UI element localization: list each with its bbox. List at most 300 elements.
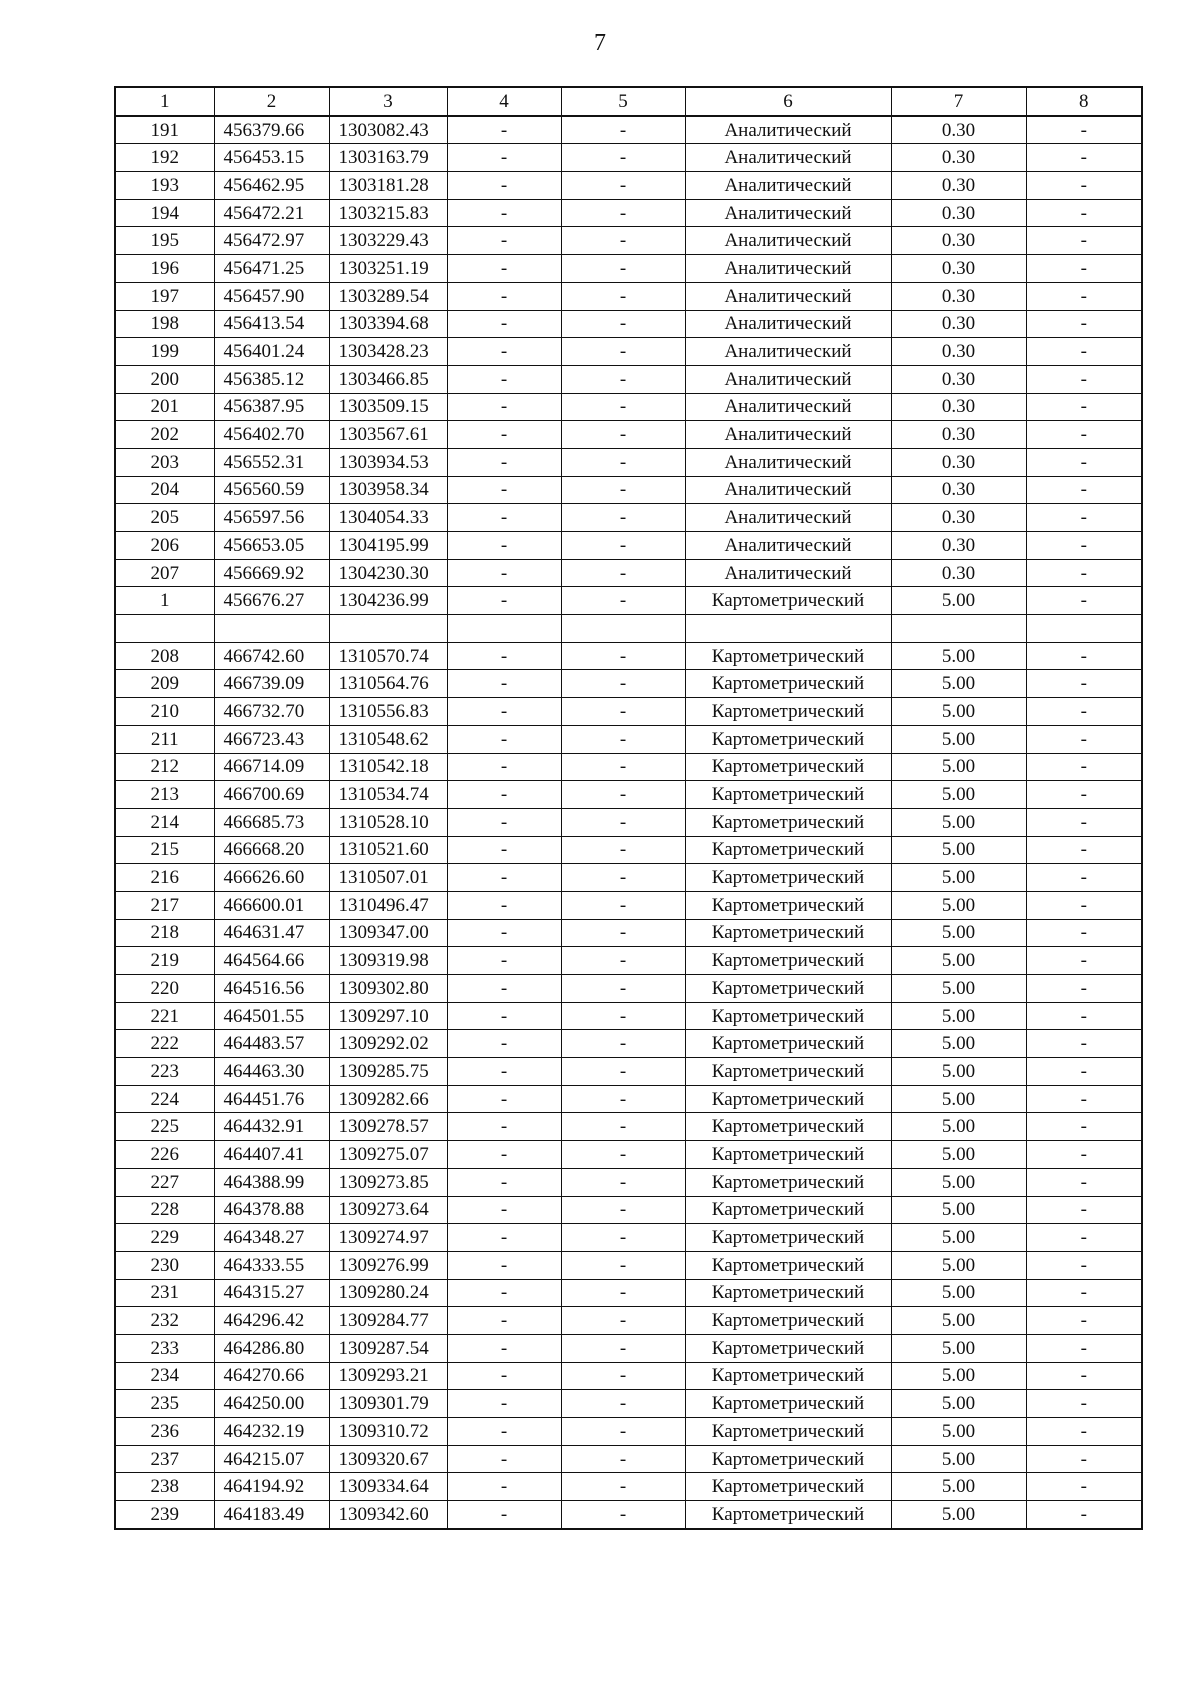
column-4-cell: - <box>447 1473 561 1501</box>
y-coordinate-cell: 1303934.53 <box>329 448 447 476</box>
column-8-cell: - <box>1026 559 1142 587</box>
accuracy-cell: 0.30 <box>891 338 1026 366</box>
column-8-cell: - <box>1026 670 1142 698</box>
column-5-cell: - <box>561 365 685 393</box>
column-4-cell: - <box>447 753 561 781</box>
table-row <box>115 1279 1142 1307</box>
method-cell: Картометрический <box>685 1279 891 1307</box>
column-8-cell <box>1026 615 1142 643</box>
column-4-cell: - <box>447 172 561 200</box>
accuracy-cell <box>891 615 1026 643</box>
x-coordinate-cell: 456453.15 <box>214 144 329 172</box>
y-coordinate-cell: 1310521.60 <box>329 836 447 864</box>
column-header: 8 <box>1026 87 1142 116</box>
accuracy-cell: 5.00 <box>891 919 1026 947</box>
accuracy-cell: 5.00 <box>891 781 1026 809</box>
column-5-cell: - <box>561 172 685 200</box>
x-coordinate-cell: 464501.55 <box>214 1002 329 1030</box>
point-number-cell: 230 <box>115 1251 214 1279</box>
column-5-cell: - <box>561 1501 685 1529</box>
column-5-cell: - <box>561 199 685 227</box>
point-number-cell: 196 <box>115 255 214 283</box>
column-5-cell: - <box>561 1002 685 1030</box>
method-cell: Картометрический <box>685 1445 891 1473</box>
table-row <box>115 1030 1142 1058</box>
column-4-cell: - <box>447 808 561 836</box>
accuracy-cell: 5.00 <box>891 1085 1026 1113</box>
y-coordinate-cell: 1310542.18 <box>329 753 447 781</box>
y-coordinate-cell: 1309334.64 <box>329 1473 447 1501</box>
accuracy-cell: 5.00 <box>891 891 1026 919</box>
table-row <box>115 1501 1142 1529</box>
column-5-cell: - <box>561 1307 685 1335</box>
column-8-cell: - <box>1026 1030 1142 1058</box>
method-cell: Картометрический <box>685 1030 891 1058</box>
point-number-cell: 217 <box>115 891 214 919</box>
point-number-cell: 211 <box>115 725 214 753</box>
column-4-cell: - <box>447 864 561 892</box>
column-8-cell: - <box>1026 1307 1142 1335</box>
method-cell: Аналитический <box>685 116 891 144</box>
method-cell: Картометрический <box>685 891 891 919</box>
column-header: 6 <box>685 87 891 116</box>
column-header: 2 <box>214 87 329 116</box>
column-8-cell: - <box>1026 1390 1142 1418</box>
column-5-cell: - <box>561 476 685 504</box>
y-coordinate-cell: 1309273.85 <box>329 1168 447 1196</box>
column-8-cell: - <box>1026 975 1142 1003</box>
column-8-cell: - <box>1026 421 1142 449</box>
point-number-cell: 237 <box>115 1445 214 1473</box>
y-coordinate-cell: 1303466.85 <box>329 365 447 393</box>
x-coordinate-cell: 456597.56 <box>214 504 329 532</box>
column-5-cell: - <box>561 1085 685 1113</box>
accuracy-cell: 0.30 <box>891 282 1026 310</box>
x-coordinate-cell: 466626.60 <box>214 864 329 892</box>
accuracy-cell: 5.00 <box>891 1501 1026 1529</box>
point-number-cell: 198 <box>115 310 214 338</box>
method-cell: Картометрический <box>685 975 891 1003</box>
column-4-cell: - <box>447 227 561 255</box>
column-8-cell: - <box>1026 1002 1142 1030</box>
method-cell: Аналитический <box>685 532 891 560</box>
point-number-cell: 197 <box>115 282 214 310</box>
point-number-cell: 224 <box>115 1085 214 1113</box>
x-coordinate-cell: 464250.00 <box>214 1390 329 1418</box>
x-coordinate-cell: 466723.43 <box>214 725 329 753</box>
y-coordinate-cell: 1309292.02 <box>329 1030 447 1058</box>
table-row <box>115 919 1142 947</box>
column-4-cell: - <box>447 836 561 864</box>
column-5-cell: - <box>561 808 685 836</box>
point-number-cell: 233 <box>115 1334 214 1362</box>
column-8-cell: - <box>1026 1334 1142 1362</box>
y-coordinate-cell: 1310496.47 <box>329 891 447 919</box>
point-number-cell: 215 <box>115 836 214 864</box>
column-4-cell <box>447 615 561 643</box>
column-4-cell: - <box>447 1224 561 1252</box>
accuracy-cell: 0.30 <box>891 144 1026 172</box>
method-cell: Аналитический <box>685 338 891 366</box>
x-coordinate-cell: 456413.54 <box>214 310 329 338</box>
y-coordinate-cell: 1309301.79 <box>329 1390 447 1418</box>
column-8-cell: - <box>1026 1251 1142 1279</box>
column-8-cell: - <box>1026 1501 1142 1529</box>
accuracy-cell: 5.00 <box>891 1362 1026 1390</box>
x-coordinate-cell: 464451.76 <box>214 1085 329 1113</box>
point-number-cell: 232 <box>115 1307 214 1335</box>
column-8-cell: - <box>1026 1224 1142 1252</box>
x-coordinate-cell: 464333.55 <box>214 1251 329 1279</box>
column-5-cell: - <box>561 836 685 864</box>
column-4-cell: - <box>447 1168 561 1196</box>
column-8-cell: - <box>1026 1362 1142 1390</box>
table-row <box>115 947 1142 975</box>
accuracy-cell: 5.00 <box>891 1445 1026 1473</box>
method-cell: Картометрический <box>685 781 891 809</box>
table-row <box>115 144 1142 172</box>
accuracy-cell: 0.30 <box>891 532 1026 560</box>
point-number-cell: 226 <box>115 1141 214 1169</box>
point-number-cell: 239 <box>115 1501 214 1529</box>
column-4-cell: - <box>447 338 561 366</box>
y-coordinate-cell: 1304230.30 <box>329 559 447 587</box>
table-row <box>115 1473 1142 1501</box>
column-4-cell: - <box>447 1279 561 1307</box>
y-coordinate-cell: 1310564.76 <box>329 670 447 698</box>
accuracy-cell: 5.00 <box>891 1473 1026 1501</box>
point-number-cell: 222 <box>115 1030 214 1058</box>
column-header: 5 <box>561 87 685 116</box>
column-header: 4 <box>447 87 561 116</box>
table-row <box>115 1307 1142 1335</box>
table-row <box>115 1058 1142 1086</box>
column-8-cell: - <box>1026 1058 1142 1086</box>
accuracy-cell: 5.00 <box>891 1113 1026 1141</box>
point-number-cell: 221 <box>115 1002 214 1030</box>
column-4-cell: - <box>447 310 561 338</box>
column-4-cell: - <box>447 144 561 172</box>
accuracy-cell: 5.00 <box>891 975 1026 1003</box>
point-number-cell: 204 <box>115 476 214 504</box>
method-cell: Картометрический <box>685 1362 891 1390</box>
column-4-cell: - <box>447 670 561 698</box>
x-coordinate-cell: 464378.88 <box>214 1196 329 1224</box>
accuracy-cell: 5.00 <box>891 1418 1026 1446</box>
method-cell: Картометрический <box>685 1390 891 1418</box>
method-cell: Картометрический <box>685 1473 891 1501</box>
column-5-cell: - <box>561 1334 685 1362</box>
y-coordinate-cell: 1309273.64 <box>329 1196 447 1224</box>
column-4-cell: - <box>447 282 561 310</box>
x-coordinate-cell: 456385.12 <box>214 365 329 393</box>
method-cell: Аналитический <box>685 255 891 283</box>
point-number-cell: 216 <box>115 864 214 892</box>
column-4-cell: - <box>447 393 561 421</box>
column-4-cell: - <box>447 448 561 476</box>
column-4-cell: - <box>447 919 561 947</box>
method-cell: Картометрический <box>685 1196 891 1224</box>
method-cell: Картометрический <box>685 1334 891 1362</box>
column-4-cell: - <box>447 504 561 532</box>
column-8-cell: - <box>1026 476 1142 504</box>
table-row <box>115 559 1142 587</box>
x-coordinate-cell: 464296.42 <box>214 1307 329 1335</box>
column-4-cell: - <box>447 199 561 227</box>
x-coordinate-cell: 464483.57 <box>214 1030 329 1058</box>
y-coordinate-cell: 1303251.19 <box>329 255 447 283</box>
method-cell: Картометрический <box>685 698 891 726</box>
column-5-cell: - <box>561 891 685 919</box>
method-cell: Аналитический <box>685 393 891 421</box>
accuracy-cell: 0.30 <box>891 116 1026 144</box>
accuracy-cell: 5.00 <box>891 587 1026 615</box>
x-coordinate-cell: 464270.66 <box>214 1362 329 1390</box>
table-row <box>115 1418 1142 1446</box>
table-row <box>115 808 1142 836</box>
column-5-cell: - <box>561 1141 685 1169</box>
table-row <box>115 476 1142 504</box>
x-coordinate-cell: 456560.59 <box>214 476 329 504</box>
point-number-cell: 212 <box>115 753 214 781</box>
column-8-cell: - <box>1026 310 1142 338</box>
column-header: 3 <box>329 87 447 116</box>
method-cell: Картометрический <box>685 947 891 975</box>
point-number-cell: 236 <box>115 1418 214 1446</box>
y-coordinate-cell: 1303082.43 <box>329 116 447 144</box>
column-5-cell <box>561 615 685 643</box>
accuracy-cell: 0.30 <box>891 255 1026 283</box>
x-coordinate-cell: 456379.66 <box>214 116 329 144</box>
table-row <box>115 255 1142 283</box>
accuracy-cell: 5.00 <box>891 808 1026 836</box>
method-cell: Картометрический <box>685 919 891 947</box>
x-coordinate-cell: 464348.27 <box>214 1224 329 1252</box>
method-cell: Аналитический <box>685 282 891 310</box>
table-row <box>115 532 1142 560</box>
table-row <box>115 587 1142 615</box>
column-5-cell: - <box>561 393 685 421</box>
column-8-cell: - <box>1026 808 1142 836</box>
point-number-cell: 195 <box>115 227 214 255</box>
column-8-cell: - <box>1026 698 1142 726</box>
x-coordinate-cell: 464215.07 <box>214 1445 329 1473</box>
column-4-cell: - <box>447 1362 561 1390</box>
table-row <box>115 615 1142 643</box>
column-4-cell: - <box>447 1445 561 1473</box>
column-5-cell: - <box>561 753 685 781</box>
x-coordinate-cell: 464183.49 <box>214 1501 329 1529</box>
accuracy-cell: 5.00 <box>891 1251 1026 1279</box>
table-row <box>115 836 1142 864</box>
column-4-cell: - <box>447 1501 561 1529</box>
column-5-cell: - <box>561 421 685 449</box>
table-row <box>115 698 1142 726</box>
accuracy-cell: 5.00 <box>891 642 1026 670</box>
method-cell: Картометрический <box>685 670 891 698</box>
y-coordinate-cell: 1310534.74 <box>329 781 447 809</box>
column-5-cell: - <box>561 781 685 809</box>
x-coordinate-cell: 464432.91 <box>214 1113 329 1141</box>
table-body <box>115 87 1142 1529</box>
method-cell: Аналитический <box>685 365 891 393</box>
table-row <box>115 393 1142 421</box>
column-4-cell: - <box>447 532 561 560</box>
method-cell: Картометрический <box>685 808 891 836</box>
method-cell: Картометрический <box>685 1251 891 1279</box>
method-cell: Картометрический <box>685 642 891 670</box>
method-cell: Картометрический <box>685 1501 891 1529</box>
x-coordinate-cell <box>214 615 329 643</box>
accuracy-cell: 0.30 <box>891 172 1026 200</box>
accuracy-cell: 5.00 <box>891 1279 1026 1307</box>
y-coordinate-cell: 1309282.66 <box>329 1085 447 1113</box>
x-coordinate-cell: 464194.92 <box>214 1473 329 1501</box>
accuracy-cell: 5.00 <box>891 1307 1026 1335</box>
point-number-cell: 214 <box>115 808 214 836</box>
column-4-cell: - <box>447 1307 561 1335</box>
column-5-cell: - <box>561 698 685 726</box>
y-coordinate-cell: 1309302.80 <box>329 975 447 1003</box>
x-coordinate-cell: 466742.60 <box>214 642 329 670</box>
column-4-cell: - <box>447 698 561 726</box>
y-coordinate-cell: 1304195.99 <box>329 532 447 560</box>
point-number-cell: 192 <box>115 144 214 172</box>
column-5-cell: - <box>561 670 685 698</box>
column-5-cell: - <box>561 1224 685 1252</box>
x-coordinate-cell: 456669.92 <box>214 559 329 587</box>
table-row <box>115 1362 1142 1390</box>
method-cell: Аналитический <box>685 227 891 255</box>
accuracy-cell: 5.00 <box>891 1030 1026 1058</box>
table-row <box>115 282 1142 310</box>
table-row <box>115 421 1142 449</box>
point-number-cell: 220 <box>115 975 214 1003</box>
accuracy-cell: 0.30 <box>891 559 1026 587</box>
table-row <box>115 1251 1142 1279</box>
x-coordinate-cell: 456402.70 <box>214 421 329 449</box>
y-coordinate-cell: 1309310.72 <box>329 1418 447 1446</box>
y-coordinate-cell: 1309280.24 <box>329 1279 447 1307</box>
x-coordinate-cell: 466700.69 <box>214 781 329 809</box>
column-header: 1 <box>115 87 214 116</box>
column-8-cell: - <box>1026 1445 1142 1473</box>
method-cell: Аналитический <box>685 559 891 587</box>
y-coordinate-cell: 1303289.54 <box>329 282 447 310</box>
y-coordinate-cell: 1303567.61 <box>329 421 447 449</box>
column-4-cell: - <box>447 421 561 449</box>
y-coordinate-cell: 1303958.34 <box>329 476 447 504</box>
x-coordinate-cell: 466739.09 <box>214 670 329 698</box>
method-cell: Картометрический <box>685 753 891 781</box>
column-8-cell: - <box>1026 642 1142 670</box>
method-cell: Аналитический <box>685 421 891 449</box>
point-number-cell: 229 <box>115 1224 214 1252</box>
y-coordinate-cell: 1309275.07 <box>329 1141 447 1169</box>
method-cell: Картометрический <box>685 1307 891 1335</box>
column-8-cell: - <box>1026 1113 1142 1141</box>
y-coordinate-cell <box>329 615 447 643</box>
method-cell: Аналитический <box>685 448 891 476</box>
method-cell: Аналитический <box>685 199 891 227</box>
method-cell: Картометрический <box>685 587 891 615</box>
column-4-cell: - <box>447 891 561 919</box>
column-5-cell: - <box>561 532 685 560</box>
table-row <box>115 448 1142 476</box>
point-number-cell: 209 <box>115 670 214 698</box>
column-8-cell: - <box>1026 1141 1142 1169</box>
column-4-cell: - <box>447 1334 561 1362</box>
accuracy-cell: 5.00 <box>891 836 1026 864</box>
point-number-cell: 200 <box>115 365 214 393</box>
y-coordinate-cell: 1309293.21 <box>329 1362 447 1390</box>
table-row <box>115 199 1142 227</box>
y-coordinate-cell: 1309285.75 <box>329 1058 447 1086</box>
method-cell: Аналитический <box>685 172 891 200</box>
accuracy-cell: 0.30 <box>891 365 1026 393</box>
accuracy-cell: 0.30 <box>891 227 1026 255</box>
column-5-cell: - <box>561 1251 685 1279</box>
y-coordinate-cell: 1303229.43 <box>329 227 447 255</box>
y-coordinate-cell: 1309297.10 <box>329 1002 447 1030</box>
y-coordinate-cell: 1309342.60 <box>329 1501 447 1529</box>
column-8-cell: - <box>1026 781 1142 809</box>
point-number-cell: 238 <box>115 1473 214 1501</box>
column-5-cell: - <box>561 310 685 338</box>
table-row <box>115 864 1142 892</box>
x-coordinate-cell: 466685.73 <box>214 808 329 836</box>
point-number-cell: 201 <box>115 393 214 421</box>
table-row <box>115 1141 1142 1169</box>
column-8-cell: - <box>1026 172 1142 200</box>
method-cell: Картометрический <box>685 836 891 864</box>
accuracy-cell: 5.00 <box>891 1224 1026 1252</box>
column-4-cell: - <box>447 365 561 393</box>
table-row <box>115 1113 1142 1141</box>
column-4-cell: - <box>447 781 561 809</box>
point-number-cell: 203 <box>115 448 214 476</box>
y-coordinate-cell: 1309319.98 <box>329 947 447 975</box>
y-coordinate-cell: 1309320.67 <box>329 1445 447 1473</box>
x-coordinate-cell: 464232.19 <box>214 1418 329 1446</box>
column-8-cell: - <box>1026 1418 1142 1446</box>
column-5-cell: - <box>561 975 685 1003</box>
y-coordinate-cell: 1309287.54 <box>329 1334 447 1362</box>
accuracy-cell: 5.00 <box>891 670 1026 698</box>
column-5-cell: - <box>561 1362 685 1390</box>
column-4-cell: - <box>447 1418 561 1446</box>
column-4-cell: - <box>447 1058 561 1086</box>
x-coordinate-cell: 466600.01 <box>214 891 329 919</box>
method-cell: Аналитический <box>685 310 891 338</box>
point-number-cell: 234 <box>115 1362 214 1390</box>
point-number-cell: 207 <box>115 559 214 587</box>
table-row <box>115 975 1142 1003</box>
x-coordinate-cell: 456457.90 <box>214 282 329 310</box>
column-5-cell: - <box>561 504 685 532</box>
y-coordinate-cell: 1303428.23 <box>329 338 447 366</box>
table-row <box>115 1334 1142 1362</box>
column-5-cell: - <box>561 1445 685 1473</box>
x-coordinate-cell: 456472.21 <box>214 199 329 227</box>
point-number-cell: 218 <box>115 919 214 947</box>
x-coordinate-cell: 456676.27 <box>214 587 329 615</box>
column-8-cell: - <box>1026 365 1142 393</box>
x-coordinate-cell: 456552.31 <box>214 448 329 476</box>
y-coordinate-cell: 1309284.77 <box>329 1307 447 1335</box>
column-4-cell: - <box>447 1113 561 1141</box>
y-coordinate-cell: 1310570.74 <box>329 642 447 670</box>
